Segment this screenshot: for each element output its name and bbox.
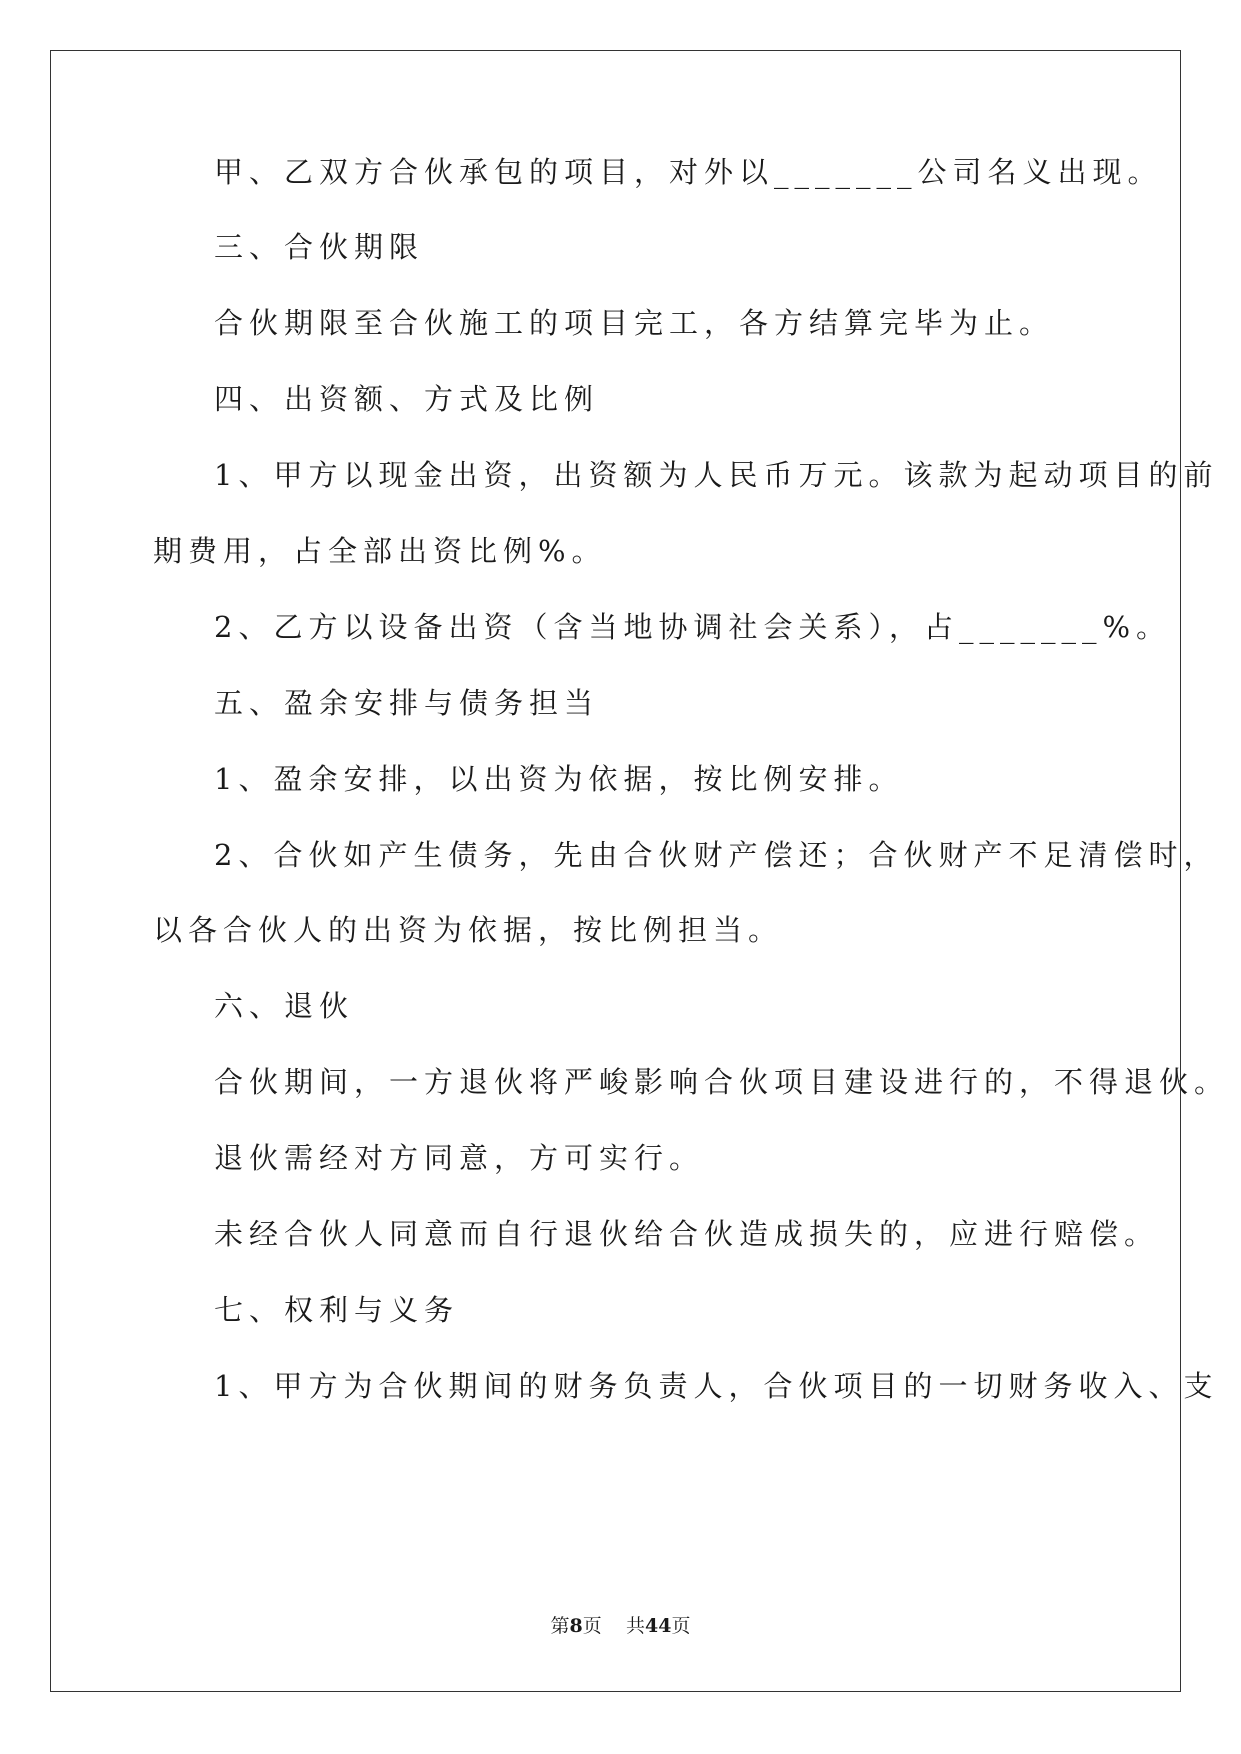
paragraph-line: 1、甲方以现金出资，出资额为人民币万元。该款为起动项目的前: [214, 458, 1219, 492]
footer-prefix: 第: [550, 1615, 570, 1637]
total-pages: 44: [644, 1615, 672, 1637]
paragraph-line: 期费用，占全部出资比例%。: [153, 534, 607, 568]
paragraph-line: 以各合伙人的出资为依据，按比例担当。: [153, 913, 784, 947]
page-footer: [0, 1614, 1241, 1638]
paragraph-line: 1、盈余安排，以出资为依据，按比例安排。: [214, 762, 904, 796]
section-heading: 三、合伙期限: [214, 230, 425, 264]
paragraph-line: 甲、乙双方合伙承包的项目，对外以_______公司名义出现。: [214, 155, 1163, 189]
footer-total-prefix: 共: [625, 1615, 645, 1637]
section-heading: 七、权利与义务: [214, 1293, 460, 1327]
section-heading: 四、出资额、方式及比例: [214, 382, 600, 416]
paragraph-line: 2、合伙如产生债务，先由合伙财产偿还；合伙财产不足清偿时，: [214, 838, 1219, 872]
paragraph-line: 退伙需经对方同意，方可实行。: [214, 1141, 705, 1175]
paragraph-line: 1、甲方为合伙期间的财务负责人，合伙项目的一切财务收入、支: [214, 1369, 1219, 1403]
paragraph-line: 2、乙方以设备出资（含当地协调社会关系），占_______%。: [214, 610, 1172, 644]
paragraph-line: 未经合伙人同意而自行退伙给合伙造成损失的，应进行赔偿。: [214, 1217, 1160, 1251]
section-heading: 五、盈余安排与债务担当: [214, 686, 600, 720]
footer-page-suffix: 页: [582, 1615, 602, 1637]
paragraph-line: 合伙期限至合伙施工的项目完工，各方结算完毕为止。: [214, 306, 1055, 340]
page-number: 8: [569, 1615, 583, 1637]
paragraph-line: 合伙期间，一方退伙将严峻影响合伙项目建设进行的，不得退伙。: [214, 1065, 1230, 1099]
footer-total-suffix: 页: [671, 1615, 691, 1637]
section-heading: 六、退伙: [214, 989, 355, 1023]
